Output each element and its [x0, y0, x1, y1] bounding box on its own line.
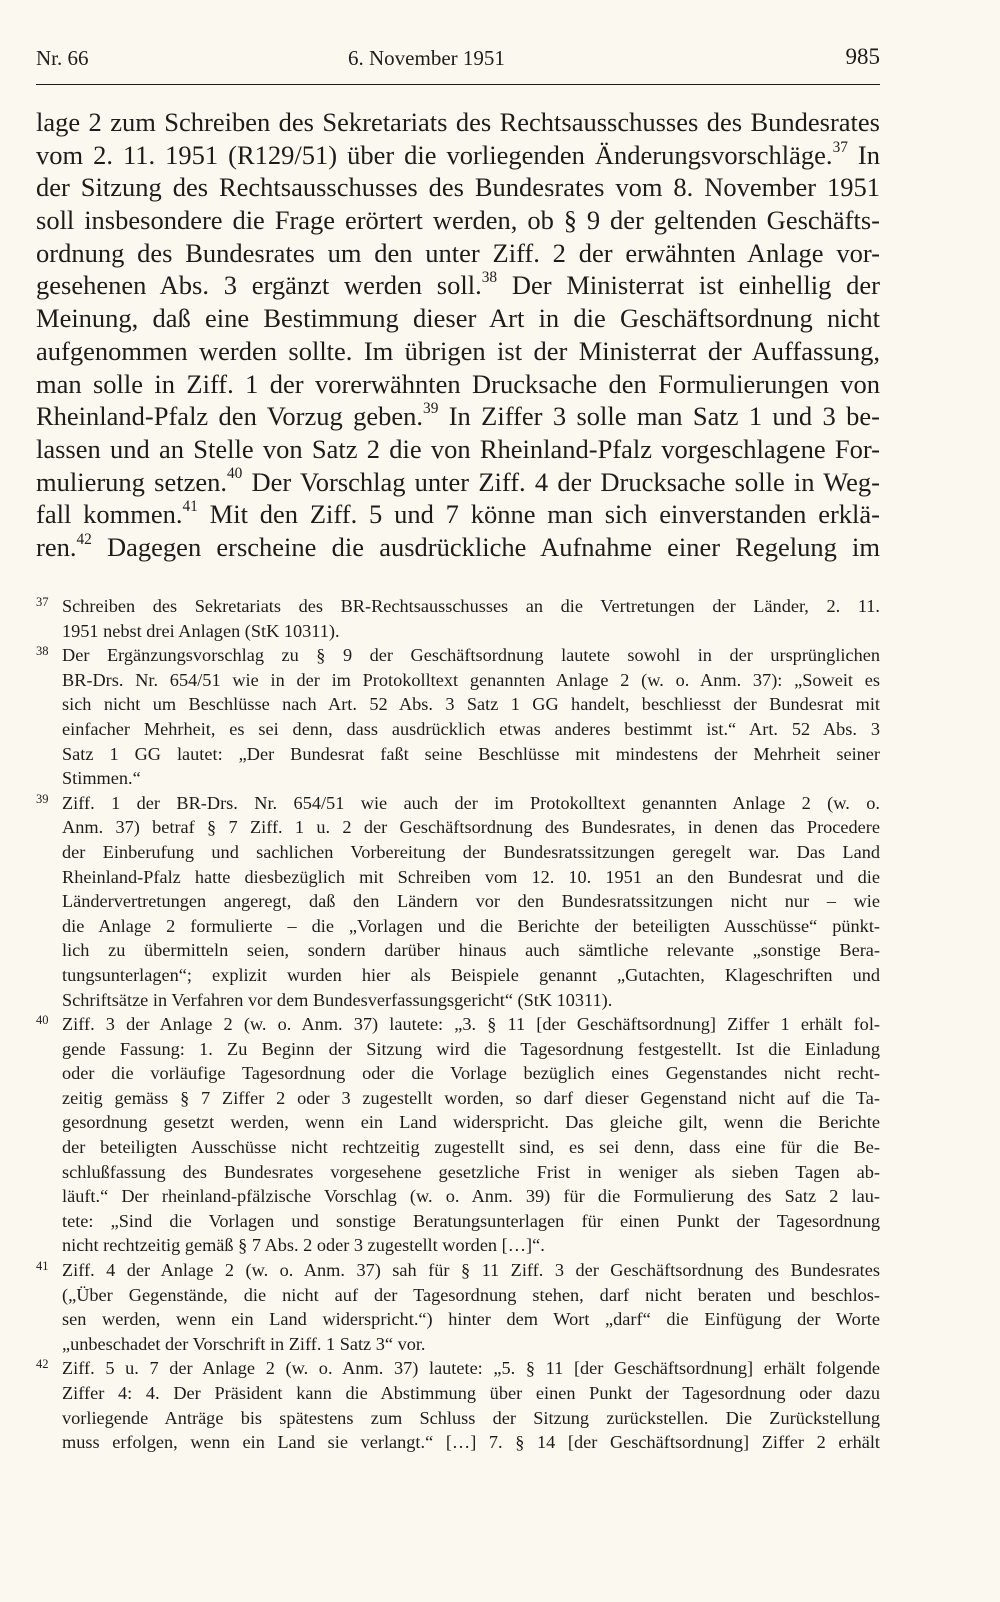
footnote-number: 39 [36, 791, 49, 806]
footnote-line: schlußfassung des Bundesrates vorgesehene gesetzliche Frist in weniger als sieben Tagen ab- [62, 1161, 880, 1182]
body-text-segment: fall kommen. [36, 499, 183, 530]
body-text-segment: In Ziffer 3 solle man Satz 1 und 3 be- [438, 401, 880, 432]
footnote-number: 40 [36, 1013, 49, 1028]
footnote-reference[interactable]: 42 [76, 530, 92, 548]
body-line [36, 400, 880, 433]
footnotes [36, 594, 880, 1455]
footnote-40 [36, 1012, 880, 1258]
header-date: 6. November 1951 [348, 46, 505, 70]
footnote-line: sen werden, wenn ein Land widerspricht.“) hinter dem Wort „darf“ die Einfügung der Worte [62, 1309, 880, 1330]
footnote-41 [36, 1258, 880, 1356]
footnote-39 [36, 791, 880, 1012]
footnote-number: 41 [36, 1259, 49, 1274]
footnote-line: tete: „Sind die Vorlagen und sonstige Beratungsunterlagen für einen Punkt der Tagesordnung [62, 1210, 880, 1231]
footnote-line: der beteiligten Ausschüsse nicht rechtzeitig zugestellt sind, es sei denn, dass eine für die Be- [62, 1137, 880, 1158]
issue-number: Nr. 66 [36, 46, 89, 70]
footnote-line: Ziff. 5 u. 7 der Anlage 2 (w. o. Anm. 37) lautete: „5. § 11 [der Geschäftsordnung] erhält folgende [62, 1358, 880, 1379]
footnote-line: Satz 1 GG lautet: „Der Bundesrat faßt seine Beschlüsse mit mindestens der Mehrheit seiner [62, 743, 880, 764]
footnote-reference[interactable]: 38 [481, 269, 498, 287]
body-text-segment: ren. [36, 531, 77, 562]
body-line [36, 368, 880, 401]
footnote-line: „unbeschadet der Vorschrift in Ziff. 1 Satz 3“ vor. [62, 1333, 426, 1354]
body-text-segment: Meinung, daß eine Bestimmung dieser Art in die Geschäftsordnung nicht [36, 303, 880, 334]
footnote-line: läuft.“ Der rheinland-pfälzische Vorschlag (w. o. Anm. 39) für die Formulierung des Satz 2 lau- [62, 1186, 880, 1207]
footnote-line: Anm. 37) betraf § 7 Ziff. 1 u. 2 der Geschäftsordnung des Bundesrates, in denen das Procedere [62, 817, 880, 838]
footnote-line: sich nicht um Beschlüsse nach Art. 52 Abs. 3 Satz 1 GG handelt, beschliesst der Bundesrat mit [62, 694, 880, 715]
body-text-segment: gesehenen Abs. 3 ergänzt werden soll. [36, 270, 482, 301]
footnote-line: Ziff. 3 der Anlage 2 (w. o. Anm. 37) lautete: „3. § 11 [der Geschäftsordnung] Ziffer 1 erhält fol- [62, 1014, 880, 1035]
footnote-line: Ziff. 4 der Anlage 2 (w. o. Anm. 37) sah für § 11 Ziff. 3 der Geschäftsordnung des Bundesrates [62, 1260, 880, 1281]
footnote-42 [36, 1356, 880, 1454]
body-line [36, 498, 880, 531]
main-text [36, 106, 880, 564]
body-text-segment: der Sitzung des Rechtsausschusses des Bundesrates vom 8. November 1951 [36, 172, 880, 203]
footnote-line: Schriftsätze in Verfahren vor dem Bundesverfassungsgericht“ (StK 10311). [62, 989, 613, 1010]
body-text-segment: lage 2 zum Schreiben des Sekretariats des Rechtsausschusses des Bundesrates [36, 107, 880, 137]
footnote-reference[interactable]: 41 [182, 498, 198, 516]
footnote-line: Der Ergänzungsvorschlag zu § 9 der Geschäftsordnung lautete sowohl in der ursprünglichen [62, 645, 880, 666]
footnote-line: BR-Drs. Nr. 654/51 wie in der im Protokolltext genannten Anlage 2 (w. o. Anm. 37): „Soweit es [62, 669, 880, 690]
body-line [36, 204, 880, 237]
body-line [36, 335, 880, 368]
body-text-segment: Der Vorschlag unter Ziff. 4 der Drucksache solle in Weg- [242, 466, 880, 497]
footnote-line: die Anlage 2 formulierte – die „Vorlagen und die Berichte der beteiligten Ausschüsse“ pünkt- [62, 915, 880, 936]
body-line [36, 269, 880, 302]
footnote-line: Ziffer 4: 4. Der Präsident kann die Abstimmung über einen Punkt der Tagesordnung oder dazu [62, 1383, 880, 1403]
body-line [36, 433, 880, 466]
body-line [36, 466, 880, 499]
body-text-segment: Der Ministerrat ist einhellig der [497, 270, 880, 301]
running-head [36, 40, 880, 76]
body-text-segment: mulierung setzen. [36, 466, 227, 497]
footnote-line: nicht rechtzeitig gemäß § 7 Abs. 2 oder 3 zugestellt worden […]“. [62, 1235, 545, 1256]
footnote-number: 38 [36, 644, 49, 659]
body-line [36, 302, 880, 335]
body-text-segment: Dagegen erscheine die ausdrückliche Aufnahme einer Regelung im [91, 531, 880, 562]
footnote-line: tungsunterlagen“; explizit wurden hier als Beispiele genannt „Gutachten, Klageschriften und [62, 964, 880, 985]
body-text-segment: man solle in Ziff. 1 der vorerwähnten Drucksache den Formulierungen von [36, 368, 880, 399]
body-line [36, 237, 880, 270]
footnote-line: der Einberufung und sachlichen Vorbereitung der Bundesratssitzungen geregelt war. Das Land [62, 841, 880, 862]
footnote-37 [36, 594, 880, 643]
footnote-reference[interactable]: 40 [226, 465, 243, 483]
body-line [36, 139, 880, 172]
footnote-line: Ländervertretungen angeregt, daß den Ländern vor den Bundesratssitzungen nicht nur – wie [62, 891, 880, 912]
footnote-line: Ziff. 1 der BR-Drs. Nr. 654/51 wie auch der im Protokolltext genannten Anlage 2 (w. o. [62, 792, 880, 813]
footnote-line: oder die vorläufige Tagesordnung oder die Vorlage bezüglich eines Gegenstandes nicht recht- [62, 1063, 880, 1084]
body-text-segment: soll insbesondere die Frage erörtert werden, ob § 9 der geltenden Geschäfts- [36, 205, 880, 236]
footnote-line: zeitig gemäss § 7 Ziffer 2 oder 3 zugestellt worden, so darf dieser Gegenstand nicht auf die Ta- [62, 1087, 880, 1108]
footnote-number: 42 [36, 1357, 49, 1372]
footnote-line: („Über Gegenstände, die nicht auf der Tagesordnung stehen, darf nicht beraten und beschlos- [62, 1284, 880, 1305]
body-text-segment: Mit den Ziff. 5 und 7 könne man sich einverstanden erklä- [197, 499, 880, 530]
footnote-line: gesordnung gesetzt werden, wenn ein Land widerspricht. Das gleiche gilt, wenn die Berichte [62, 1112, 880, 1133]
body-text-segment: Rheinland-Pfalz den Vorzug geben. [36, 401, 424, 432]
footnote-line: vorliegende Anträge bis spätestens zum Schluss der Sitzung zurückstellen. Die Zurückstellung [62, 1407, 880, 1428]
body-text-segment: aufgenommen werden sollte. Im übrigen ist der Ministerrat der Auffassung, [36, 335, 880, 366]
body-text-segment: lassen und an Stelle von Satz 2 die von Rheinland-Pfalz vorgeschlagene For- [36, 433, 880, 464]
footnote-line: 1951 nebst drei Anlagen (StK 10311). [62, 620, 340, 641]
footnote-line: lich zu übermitteln seien, sondern darüber hinaus auch sämtliche relevante „sonstige Bera- [62, 940, 880, 961]
footnote-line: Stimmen.“ [62, 768, 141, 789]
body-line [36, 531, 880, 564]
page-number: 985 [845, 44, 880, 69]
footnote-line: Schreiben des Sekretariats des BR-Rechtsausschusses an die Vertretungen der Länder, 2. 11. [62, 596, 880, 616]
body-line [36, 106, 880, 139]
body-text-segment: ordnung des Bundesrates um den unter Ziff. 2 der erwähnten Anlage vor- [36, 237, 880, 268]
footnote-line: Rheinland-Pfalz hatte diesbezüglich mit Schreiben vom 12. 10. 1951 an den Bundesrat und die [62, 866, 880, 887]
body-line [36, 171, 880, 204]
footnote-reference[interactable]: 37 [832, 138, 848, 156]
footnote-line: muss erfolgen, wenn ein Land sie verlangt.“ […] 7. § 14 [der Geschäftsordnung] Ziffer 2 erhält [62, 1432, 880, 1453]
footnote-38 [36, 643, 880, 791]
footnote-line: gende Fassung: 1. Zu Beginn der Sitzung wird die Tagesordnung festgestellt. Ist die Einladung [62, 1038, 880, 1059]
body-text-segment: In [847, 139, 880, 170]
footnote-line: einfacher Mehrheit, es sei denn, dass ausdrücklich etwas anderes bestimmt ist.“ Art. 52 Abs. 3 [62, 718, 880, 739]
footnote-number: 37 [36, 595, 49, 609]
body-text-segment: vom 2. 11. 1951 (R129/51) über die vorliegenden Änderungsvorschläge. [36, 139, 833, 170]
header-rule [36, 84, 880, 85]
footnote-reference[interactable]: 39 [423, 400, 439, 418]
